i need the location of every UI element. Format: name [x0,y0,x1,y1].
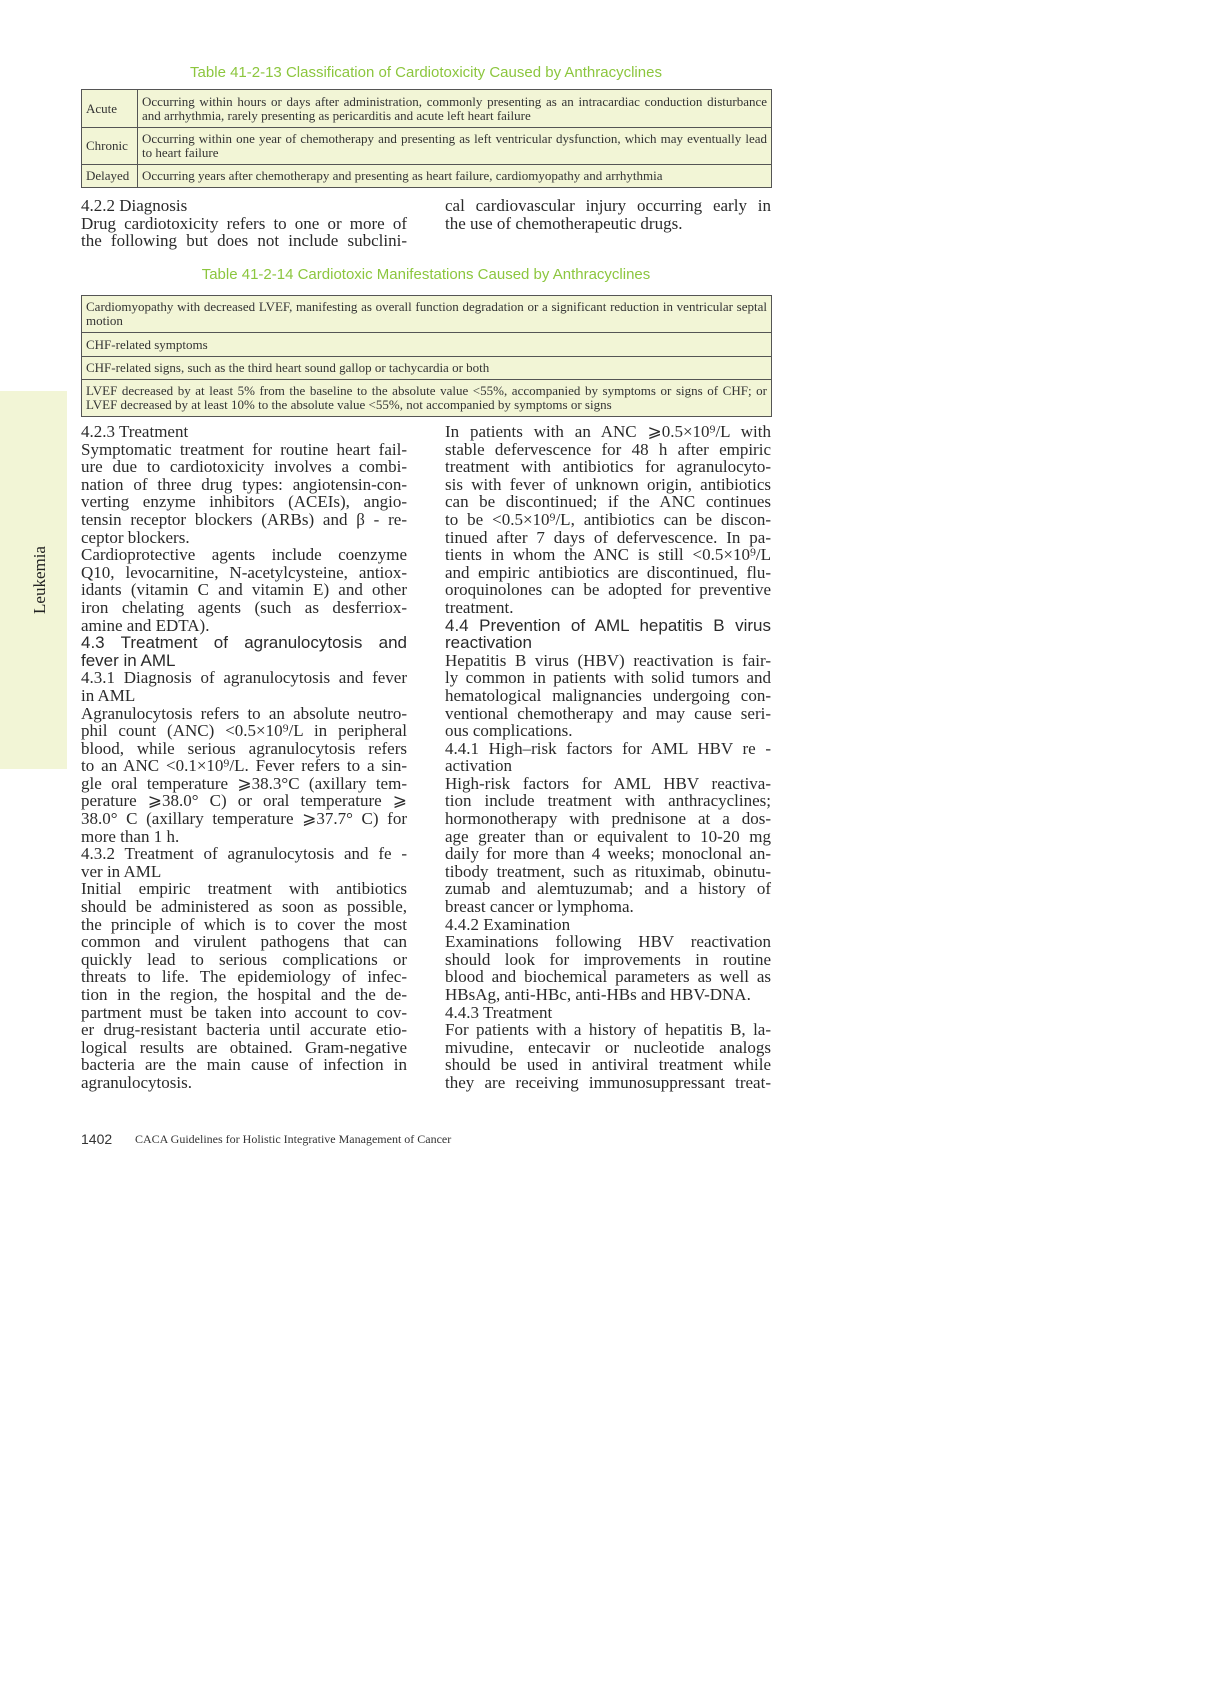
paragraph [445,740,771,775]
paragraph [445,652,771,740]
text-line: Q10, levocarnitine, N-acetylcysteine, antiox- [81,562,407,582]
category-cell: Acute [82,90,138,128]
chapter-label: Leukemia [30,546,49,614]
text-line: threats to life. The epidemiology of infec- [81,967,407,987]
table-row [82,357,772,380]
paragraph [81,215,407,250]
text-line: to be <0.5×10⁹/L, antibiotics can be discon- [445,509,771,529]
text-line: tensin receptor blockers (ARBs) and β - re- [81,509,407,529]
manifestation-cell: CHF-related symptoms [82,333,772,357]
text-line: 4.4.2 Examination [445,914,571,934]
text-line: common and virulent pathogens that can [81,932,407,952]
text-line: treatment with antibiotics for agranulocyto- [445,457,771,477]
text-line: to an ANC <0.1×10⁹/L. Fever refers to a sin- [81,756,407,776]
category-cell: Delayed [82,165,138,188]
text-line: tients in whom the ANC is still <0.5×10⁹/L [445,545,771,565]
text-line: ceptor blockers. [81,527,190,547]
text-line: more than 1 h. [81,826,180,846]
text-line: ous complications. [445,721,573,741]
cardiotoxic-manifestations-table [81,295,772,417]
table-row [82,333,772,357]
text-line: should be administered as soon as possible, [81,897,407,917]
cardiotoxicity-classification-table [81,89,772,188]
paragraph [445,1021,771,1091]
description-cell: Occurring within hours or days after administration, commonly presenting as an intracardiac conduction disturbance and arrhythmia, rarely presenting as pericarditis and acute left heart failure [138,90,772,128]
text-line: blood, while serious agranulocytosis refers [81,738,407,758]
paragraph [81,546,407,634]
paragraph [445,775,771,916]
text-line: daily for more than 4 weeks; monoclonal an- [445,844,771,864]
paragraph [445,1004,771,1022]
text-line: HBsAg, anti-HBc, anti-HBs and HBV-DNA. [445,985,751,1004]
text-line: 4.3.2 Treatment of agranulocytosis and fe - [81,844,407,864]
table-row [82,90,772,128]
text-line: nation of three drug types: angiotensin-con- [81,474,407,494]
text-line: cal cardiovascular injury occurring early in [445,196,771,215]
text-line: ure due to cardiotoxicity involves a combi- [81,457,407,477]
text-line: should look for improvements in routine [445,949,771,969]
page-number: 1402 [81,1131,113,1147]
text-line: stable defervescence for 48 h after empiric [445,439,771,459]
text-line: sis with fever of unknown origin, antibiotics [445,474,771,494]
text-line: tinued after 7 days of defervescence. In pa- [445,527,771,547]
text-line: blood and biochemical parameters as well as [445,967,771,987]
text-line: hormonotherapy with prednisone at a dos- [445,809,771,829]
text-line: tion include treatment with anthracyclines; [445,791,771,811]
paragraph [81,669,407,704]
text-line: zumab and alemtuzumab; and a history of [445,879,771,899]
text-line: logical results are obtained. Gram-negative [81,1037,407,1057]
text-line: perature ⩾38.0° C) or oral temperature ⩾ [81,791,407,811]
text-line: Cardioprotective agents include coenzyme [81,545,407,565]
text-line: can be discontinued; if the ANC continues [445,492,771,512]
text-line: fever in AML [81,650,176,670]
text-line: Agranulocytosis refers to an absolute neutro- [81,703,407,723]
text-line: 4.4.1 High–risk factors for AML HBV re - [445,738,771,758]
text-line: 4.4.3 Treatment [445,1002,553,1022]
text-line: ly common in patients with solid tumors and [445,668,771,688]
text-line: age greater than or equivalent to 10-20 mg [445,826,771,846]
text-line: Symptomatic treatment for routine heart fail- [81,439,407,459]
text-line: 4.3 Treatment of agranulocytosis and [81,633,407,653]
table-row [82,296,772,333]
text-line: ver in AML [81,861,162,881]
manifestation-cell: CHF-related signs, such as the third heart sound gallop or tachycardia or both [82,357,772,380]
text-line: partment must be taken into account to cov- [81,1002,407,1022]
text-line: In patients with an ANC ⩾0.5×10⁹/L with [445,422,771,441]
category-cell: Chronic [82,128,138,165]
table-row [82,128,772,165]
table1-caption: Table 41-2-13 Classification of Cardiotoxicity Caused by Anthracyclines [190,64,662,81]
table2-caption: Table 41-2-14 Cardiotoxic Manifestations Caused by Anthracyclines [201,266,651,283]
text-line: reactivation [445,633,532,653]
description-cell: Occurring years after chemotherapy and presenting as heart failure, cardiomyopathy and arrhythmia [138,165,772,188]
text-line: phil count (ANC) <0.5×10⁹/L in peripheral [81,721,407,741]
text-line: mivudine, entecavir or nucleotide analogs [445,1037,771,1057]
text-line: they are receiving immunosuppressant treat- [445,1072,771,1092]
paragraph [81,197,407,215]
text-line: Initial empiric treatment with antibiotics [81,879,407,899]
text-line: treatment. [445,597,514,617]
text-line: 4.2.2 Diagnosis [81,196,188,215]
text-line: amine and EDTA). [81,615,210,635]
text-line: gle oral temperature ⩾38.3°C (axillary tem- [81,773,407,793]
body-left-column [81,423,407,1092]
paragraph [81,423,407,441]
table-row [82,380,772,417]
text-line: activation [445,756,513,776]
text-line: breast cancer or lymphoma. [445,897,634,917]
section-heading [81,634,407,669]
text-line: tion in the region, the hospital and the de- [81,985,407,1004]
text-line: quickly lead to serious complications or [81,949,407,969]
paragraph [445,197,771,232]
paragraph [81,705,407,846]
description-cell: Occurring within one year of chemotherapy and presenting as left ventricular dysfunction, which may eventually lead to heart failure [138,128,772,165]
paragraph [445,933,771,1003]
diagnosis-left-column [81,197,407,250]
text-line: 4.3.1 Diagnosis of agranulocytosis and fever [81,668,407,688]
text-line: 38.0° C (axillary temperature ⩾37.7° C) for [81,809,407,829]
text-line: 4.4 Prevention of AML hepatitis B virus [445,615,771,635]
text-line: agranulocytosis. [81,1072,192,1092]
text-line: Examinations following HBV reactivation [445,932,771,952]
text-line: Drug cardiotoxicity refers to one or more of [81,213,407,233]
section-heading [445,617,771,652]
text-line: ventional chemotherapy and may cause seri- [445,703,771,723]
text-line: idants (vitamin C and vitamin E) and other [81,580,407,600]
text-line: For patients with a history of hepatitis B, la- [445,1020,771,1040]
text-line: Hepatitis B virus (HBV) reactivation is fair- [445,650,771,670]
paragraph [445,916,771,934]
text-line: 4.2.3 Treatment [81,422,189,441]
text-line: and empiric antibiotics are discontinued, flu- [445,562,771,582]
text-line: High-risk factors for AML HBV reactiva- [445,773,771,793]
running-footer-title: CACA Guidelines for Holistic Integrative Management of Cancer [135,1132,452,1146]
text-line: bacteria are the main cause of infection in [81,1055,407,1075]
paragraph [81,880,407,1091]
body-right-column [445,423,771,1092]
manifestation-cell: Cardiomyopathy with decreased LVEF, manifesting as overall function degradation or a significant reduction in ventricular septal motion [82,296,772,333]
text-line: iron chelating agents (such as desferriox- [81,597,407,617]
diagnosis-right-column [445,197,771,232]
paragraph [81,441,407,547]
text-line: oroquinolones can be adopted for preventive [445,580,771,600]
text-line: er drug-resistant bacteria until accurate etio- [81,1020,407,1040]
paragraph [445,423,771,617]
table-row [82,165,772,188]
text-line: the principle of which is to cover the most [81,914,407,934]
text-line: the use of chemotherapeutic drugs. [445,213,683,233]
text-line: should be used in antiviral treatment while [445,1055,771,1075]
manifestation-cell: LVEF decreased by at least 5% from the baseline to the absolute value <55%, accompanied by symptoms or signs of CHF; or LVEF decreased by at least 10% to the absolute value <55%, not accompanied by symptoms or signs [82,380,772,417]
paragraph [81,845,407,880]
text-line: verting enzyme inhibitors (ACEIs), angio- [81,492,407,512]
text-line: the following but does not include subclini- [81,231,407,251]
text-line: tibody treatment, such as rituximab, obinutu- [445,861,771,881]
text-line: hematological malignancies undergoing con- [445,685,771,705]
text-line: in AML [81,685,136,705]
